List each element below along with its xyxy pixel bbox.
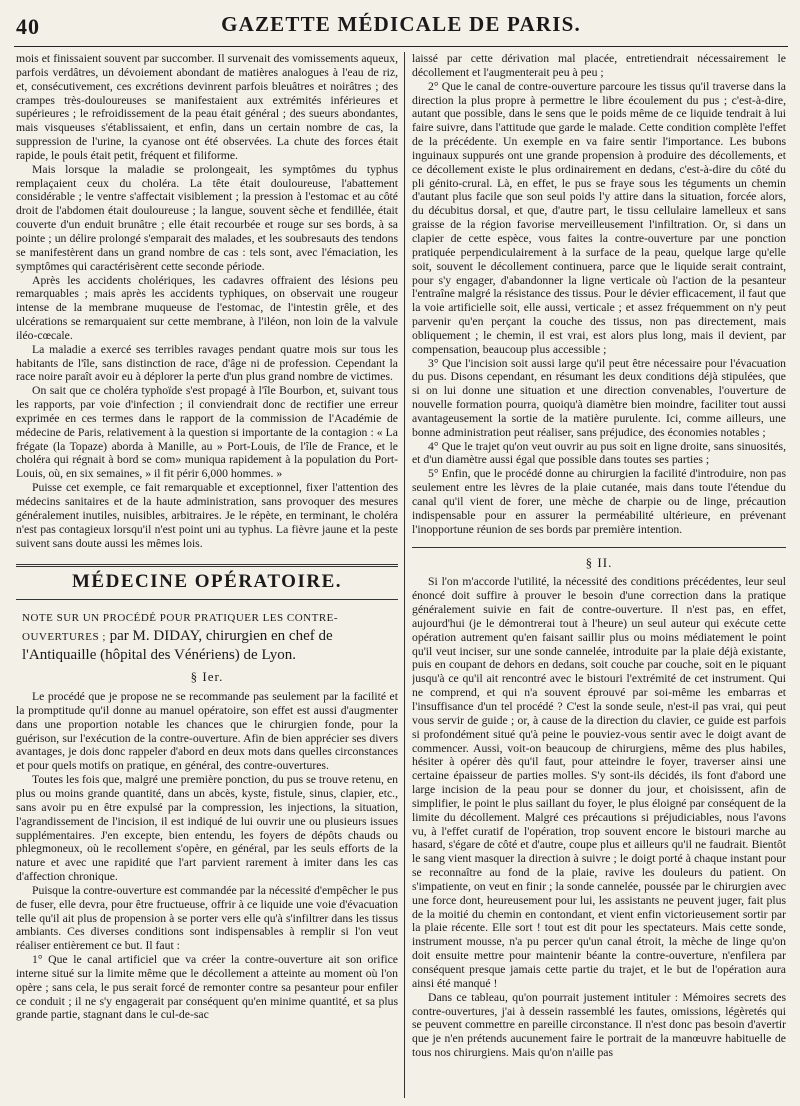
page-number: 40 (16, 14, 40, 39)
paragraph: Après les accidents cholériques, les cadavres offraient des lésions peu remarquables ; mais après les accidents typhiques, on observait une rougeur intense de la membrane muqueuse de l'estomac, de l'intestin grêle, et des ulcérations se remarquaient sur cette membrane, à l'iléon, non loin de la valvule iléo-cœcale. (16, 273, 398, 342)
heading-underline (16, 599, 398, 600)
paragraph: 5° Enfin, que le procédé donne au chirurgien la facilité d'introduire, non pas seulement entre les lèvres de la plaie cutanée, mais dans toute l'étendue du canal qu'il vient de forer, une mèche de charpie ou de linge, précaution indispensable pour en assurer la perméabilité ultérieure, en prévenant l'inopportune réunion de ses bords par première intention. (412, 467, 786, 536)
page-header (14, 6, 788, 47)
right-column (412, 52, 786, 1098)
paragraph: Toutes les fois que, malgré une première ponction, du pus se trouve retenu, en plus ou moins grande quantité, dans un abcès, kyste, fistule, sinus, clapier, etc., sans avoir pu en être expulsé par la compression, les injections, la situation, l'agrandissement de l'incision, il est indiqué de lui ouvrir une ou plusieurs issues supplémentaires. J'en excepte, bien entendu, les foyers de dépôts chauds ou phlegmoneux, où le recollement s'opère, en général, par les seuls efforts de la nature et avec une rapidité que l'art parvient rarement à imiter dans les cas d'affection chronique. (16, 773, 398, 884)
paragraph: 4° Que le trajet qu'on veut ouvrir au pus soit en ligne droite, sans sinuosités, et d'un diamètre aussi égal que possible dans toutes ses parties ; (412, 439, 786, 467)
column-divider (404, 52, 405, 1098)
paragraph: Puisse cet exemple, ce fait remarquable et exceptionnel, fixer l'attention des médecins sanitaires et de la haute administration, sans provoquer des mesures généralement inutiles, nuisibles, arbitraires. Je le répète, en terminant, le choléra n'est pas contagieux lorsqu'il n'est point uni au typhus. La fièvre jaune et la peste suivent sans doute aussi les mêmes lois. (16, 481, 398, 550)
paragraph: 2° Que le canal de contre-ouverture parcoure les tissus qu'il traverse dans la direction la plus propre à permettre le libre écoulement du pus ; c'est-à-dire, autant que possible, dans le sens que le poids même de ce liquide tendrait à lui faire suivre, dans l'attitude que garde le malade. Cette condition complète l'effet de la précédente. Un exemple en va faire sentir l'importance. Les bubons inguinaux suppurés ont une grande propension à produire des décollements, et ce décollement existe le plus ordinairement en dedans, c'est-à-dire du côté du pli génito-crural. Là, en effet, le pus se fraye sous les téguments un chemin d'autant plus facile que son seul poids l'y attire dans la situation, forcée alors, du décubitus dorsal, et que, d'autre part, le tissu cellulaire lamelleux et sans graisse de la région favorise merveilleusement l'infiltration. Or, si dans un clapier de cette espèce, vous faites la contre-ouverture par une ponction pratiquée perpendiculairement à la surface de la peau, quelque large qu'elle soit, souvent le décollement continuera, parce que le liquide serait contraint, pour s'y engager, d'abandonner la ligne verticale où l'action de la pesanteur l'entraîne malgré la résistance des tissus. Pour le dévier efficacement, il faut que la voie artificielle soit, elle aussi, verticale ; et assez fréquemment on n'y peut parvenir qu'en perçant la couche des tissus, non pas directement, mais obliquement ; le chemin, il est vrai, est alors plus long, mais il devient, par compensation, beaucoup plus accessible ; (412, 79, 786, 356)
paragraph: Dans ce tableau, qu'on pourrait justement intituler : Mémoires secrets des contre-ouvertures, j'ai à dessein rassemblé les fautes, omissions, légèretés qui se peuvent commettre en pareille circonstance. Il n'est donc pas besoin d'avertir que je n'en prétends aucunement faire le portrait de la manœuvre habituelle de tous nos chirurgiens. Mais qu'on n'aille pas (412, 990, 786, 1060)
paragraph: laissé par cette dérivation mal placée, entretiendrait nécessairement le décollement et l'augmenterait peu à peu ; (412, 52, 786, 79)
paragraph: 3° Que l'incision soit aussi large qu'il peut être nécessaire pour l'évacuation du pus. Disons cependant, en résumant les deux conditions déjà stipulées, que si on lui donne une situation et une direction convenables, l'ouverture de nouvelle formation pourra, quoiqu'à diamètre bien moindre, faciliter tout aussi avantageusement la sortie de la matière purulente. Ici, comme ailleurs, une bonne administration peut réaliser, sans préjudice, des économies notables ; (412, 356, 786, 439)
paragraph: On sait que ce choléra typhoïde s'est propagé à l'île Bourbon, et, suivant tous les rapports, par voie d'infection ; il conviendrait donc de rectifier une erreur exprimée en ces termes dans le rapport de la commission de l'Académie de médecine de Paris, relativement à la question si importante de la contagion : « La frégate (la Topaze) aborda à Manille, au » Port-Louis, de l'île de France, et le choléra qui régnait à bord se com» muniqua rapidement à la population du Port-Louis, où, en six semaines, » il fit périr 6,000 hommes. » (16, 384, 398, 481)
section-heading: MÉDECINE OPÉRATOIRE. (72, 571, 342, 593)
section-divider (412, 547, 786, 548)
section-divider (16, 564, 398, 567)
section-number: § II. (585, 554, 613, 570)
article-title-prefix: NOTE SUR UN PROCÉDÉ POUR PRATIQUER LES CONTRE-OUVERTURES ; (22, 612, 339, 644)
paragraph: Si l'on m'accorde l'utilité, la nécessité des conditions précédentes, leur seul énoncé doit suffire à prouver le besoin d'une correction dans la pratique généralement suivie en fait de contre-ouverture. Il n'est pas, en effet, aujourd'hui (je le démontrerai tout à l'heure) un seul auteur qui exécute cette opération autrement qu'en faisant saillir plus ou moins médiatement le point qu'il veut inciser, sur une sonde cannelée, introduite par la plaie déjà existante, puis en coupant de dehors en dedans, soit couche par couche, soit en le piquant jusqu'à ce qu'il ait rencontré avec le bistouri l'extrémité de cet instrument. Qui ne comprend, et qui n'a souvent éprouvé par soi-même les embarras et l'insuffisance d'un tel procédé ? C'est la sonde seule, n'est-il pas vrai, qui peut vous servir de guide ; or, à cause de la direction du clavier, ce guide est parfois si profondément situé qu'à peine le pouviez-vous sentir avec le doigt avant de commencer. Aussi, voit-on beaucoup de chirurgiens, même des plus habiles, hésiter à opérer dès qu'il faut, pour atteindre le foyer, traverser ainsi une certaine épaisseur de parties molles. S'y sont-ils décidés, ils font d'abord une large incision de la peau pour se donner du jour, et choisissent, afin de simplifier, le point le plus saillant du foyer, le plus éloigné par conséquent de la limite du décollement. Malgré ces précautions si préjudiciables, nous l'avons vu, à l'effet curatif de l'opération, trop souvent encore le bistouri marche au hasard, s'égare de côté et d'autre, coupe plus et ailleurs qu'il ne faudrait. Bientôt le sang vient masquer la direction à suivre ; le doigt porté à chaque instant pour se reconnaître au fond de la plaie, ravive les douleurs du patient. On s'impatiente, on veut en finir ; la sonde cannelée, poussée par le chirurgien avec une force dont, heureusement pour lui, les assistants ne peuvent juger, fait plus de la moitié du chemin en contondant, et vient enfin victorieusement sortir par la plaie récente. Elle sort ! tout est dit pour les spectateurs. Mais cette sonde, instrument mousse, n'a pu percer qu'un canal étroit, la mèche de linge qu'on doit ensuite mettre pour maintenir béante la contre-ouverture, n'enfilera par conséquent presque jamais cette partie du trajet, et le but de l'opération aura ainsi été manqué ! (412, 575, 786, 990)
newspaper-page (14, 6, 788, 1100)
paragraph: 1° Que le canal artificiel que va créer la contre-ouverture ait son orifice interne situé sur la limite même que le décollement a atteinte au moment où l'on opère ; sans cela, le pus serait forcé de remonter contre sa pesanteur pour enfiler ce conduit ; il ne s'y engagerait par conséquent qu'en minime quantité, et sa plus grande partie, stagnant dans le cul-de-sac (16, 953, 398, 1022)
paragraph: Mais lorsque la maladie se prolongeait, les symptômes du typhus remplaçaient ceux du choléra. La tête était douloureuse, l'abattement considérable ; le ventre s'affectait visiblement ; la pression à l'estomac et au côté droit de l'abdomen était douloureuse ; la langue, souvent sèche et fendillée, était couverte d'un enduit brunâtre ; elle était recourbée et rouge sur ses bords, à sa pointe ; un délire prolongé s'emparait des malades, et les soubresauts des tendons se manifestèrent dans un grand nombre de cas : tels sont, avec l'émaciation, les symptômes qui caractérisèrent cette seconde période. (16, 162, 398, 273)
left-column (16, 52, 398, 1098)
paragraph: Le procédé que je propose ne se recommande pas seulement par la facilité et la promptitude qu'il donne au manuel opératoire, son effet est aussi d'augmenter dans une proportion notable les chances que le chirurgien fonde, pour la guérison, sur l'exécution de la contre-ouverture. Afin de bien apprécier ses divers avantages, je dois donc rappeler d'abord en deux mots dans quelles circonstances et pour quels motifs on pratique, en général, des contre-ouvertures. (16, 690, 398, 773)
journal-title: GAZETTE MÉDICALE DE PARIS. (221, 12, 581, 36)
article-title-author: par M. DIDAY, chirurgien en chef de l'Antiquaille (hôpital des Vénériens) de Lyon. (22, 628, 333, 664)
two-column-body (14, 52, 788, 1098)
paragraph: Puisque la contre-ouverture est commandée par la nécessité d'empêcher le pus de fuser, elle devra, pour être fructueuse, offrir à ce liquide une voie d'évacuation telle qu'il ait plus de propension à se porter vers elle qu'à s'infiltrer dans les tissus ambiants. Ces diverses conditions sont indispensables à remplir si l'on veut réaliser entièrement ce but. Il faut : (16, 883, 398, 953)
paragraph: mois et finissaient souvent par succomber. Il survenait des vomissements aqueux, parfois verdâtres, un dévoiement abondant de matières analogues à l'eau de riz, et, consécutivement, ces excrétions devinrent parfois bleuâtres et noirâtres ; des crampes très-douloureuses se manifestaient aux extrémités inférieures et supérieures ; le refroidissement de la peau était général ; des sueurs abondantes, mais visqueuses s'établissaient, et enfin, dans un certain nombre de cas, la suppression de l'urine, la cyanose ont été observées. La chute des forces était rapide, le pouls était petit, fréquent et filiforme. (16, 52, 398, 162)
article-title (22, 608, 398, 664)
paragraph: La maladie a exercé ses terribles ravages pendant quatre mois sur tous les habitants de l'île, sans distinction de race, d'âge ni de profession. Cependant la race noire paraît avoir eu à déplorer la perte d'un plus grand nombre de victimes. (16, 342, 398, 384)
section-number: § Ier. (190, 669, 224, 685)
